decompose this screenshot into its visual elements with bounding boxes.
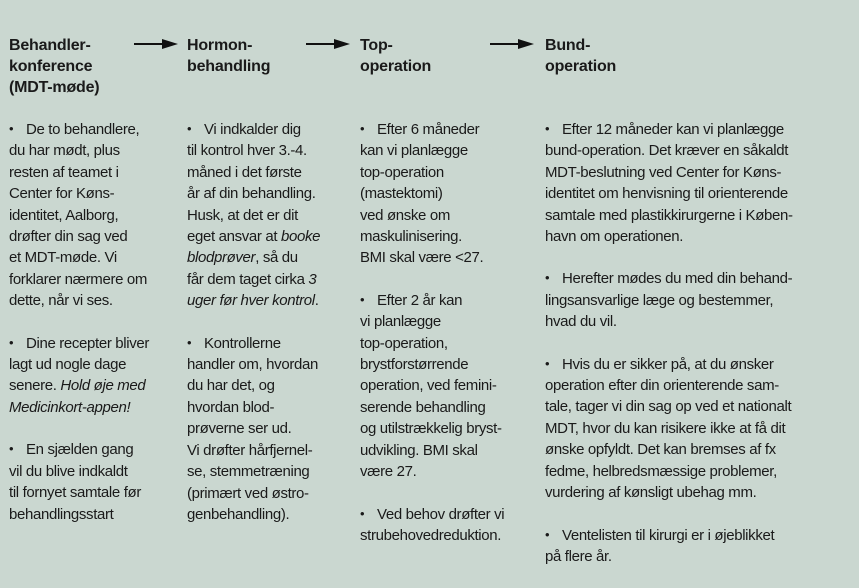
bullet-icon: • [545,270,550,286]
text-line [545,546,855,567]
text-segment: maskulinisering. [360,228,462,246]
text-line [360,397,530,418]
text-line [187,183,357,204]
text-segment: Hvis du er sikker på, at du ønsker [562,355,774,373]
text-segment: brystforstørrende [360,356,469,374]
emphasized-text: 3 [308,270,317,288]
text-line [360,461,530,482]
text-segment: top-operation, [360,334,448,352]
text-segment: et MDT-møde. Vi [9,249,117,267]
text-segment: BMI skal være <27. [360,249,484,267]
step-column-top-surgery [360,35,530,567]
text-segment: Vi indkalder dig [204,121,301,138]
emphasized-text: Medicinkort-appen! [9,398,131,416]
text-segment: top-operation [360,163,444,181]
text-line [545,396,855,417]
text-line [360,162,530,183]
text-line [187,140,357,161]
bullet-paragraph [187,119,357,312]
text-line [9,504,179,525]
text-segment: hvordan blod- [187,398,275,416]
text-line [9,119,179,140]
text-segment: Herefter mødes du med din behand- [562,270,793,288]
text-segment: Ventelisten til kirurgi er i øjeblikket [562,526,775,544]
text-line [187,119,357,140]
text-line [360,354,530,375]
text-segment: Center for Køns- [9,185,115,203]
text-line [545,268,855,289]
step-heading-line: behandling [187,58,271,75]
text-segment: forklarer nærmere om [9,270,148,288]
bullet-paragraph [9,439,179,525]
text-line [545,461,855,482]
text-line [360,290,530,311]
text-segment: år af din behandling. [187,185,316,203]
text-line [545,439,855,460]
step-column-hormone-treatment [187,35,357,546]
text-line [187,226,357,247]
text-line [187,440,357,461]
text-line [360,119,530,140]
text-line [9,205,179,226]
bullet-paragraph [360,290,530,483]
text-line [545,119,855,140]
text-segment: bund-operation. Det kræver en såkaldt [545,142,789,160]
text-segment: identitet, Aalborg, [9,206,119,224]
text-segment: vi planlægge [360,313,441,331]
step-heading [187,35,357,119]
text-segment: samtale med plastikkirurgerne i Køben- [545,206,793,224]
text-line [360,375,530,396]
step-column-bottom-surgery [545,35,855,588]
text-line [360,183,530,204]
emphasized-text: Hold øje med [60,377,146,395]
bullet-icon: • [360,291,365,307]
text-line [187,418,357,439]
step-heading-line: Top- [360,37,393,54]
text-segment: (mastektomi) [360,185,443,203]
text-line [187,205,357,226]
text-segment: prøverne ser ud. [187,420,292,438]
text-line [9,482,179,503]
text-line [9,461,179,482]
text-line [360,140,530,161]
bullet-icon: • [545,121,550,136]
emphasized-text: blodprøver [187,249,256,267]
bullet-icon: • [545,355,550,371]
text-segment: du har mødt, plus [9,142,120,160]
text-line [187,354,357,375]
step-heading-line: konference [9,58,93,75]
bullet-icon: • [360,121,365,136]
bullet-paragraph [545,354,855,504]
text-line [545,162,855,183]
text-segment: måned i det første [187,163,302,181]
text-segment: eget ansvar at [187,228,281,246]
bullet-icon: • [360,505,365,521]
text-segment: MDT, hvor du kan risikere ikke at få dit [545,419,786,437]
text-line [9,226,179,247]
text-segment: vil du blive indkaldt [9,462,128,480]
text-segment: Efter 2 år kan [377,291,463,309]
text-line [360,226,530,247]
text-line [187,504,357,525]
text-line [9,140,179,161]
text-line [9,269,179,290]
text-segment: operation efter din orienterende sam- [545,377,779,395]
text-line [360,525,530,546]
text-line [9,354,179,375]
step-heading [545,35,855,119]
text-segment: , så du [255,249,298,267]
text-segment: se, stemmetræning [187,463,310,481]
text-segment: behandlingsstart [9,505,114,523]
bullet-paragraph [9,119,179,312]
text-line [187,290,357,311]
text-line [187,483,357,504]
text-line [360,311,530,332]
text-line [545,183,855,204]
bullet-paragraph [360,504,530,547]
text-segment: på flere år. [545,547,612,565]
text-segment: genbehandling). [187,505,290,523]
bullet-paragraph [360,119,530,269]
text-line [545,226,855,247]
text-segment: Vi drøfter hårfjernel- [187,441,313,459]
text-segment: ønske opfyldt. Det kan bremses af fx [545,441,776,459]
step-heading-line: operation [545,58,617,75]
text-segment: senere. [9,377,61,395]
text-line [360,440,530,461]
text-segment: Efter 6 måneder [377,121,480,138]
bullet-paragraph [545,268,855,332]
text-line [545,375,855,396]
step-column-mdt-conference [9,35,179,546]
text-segment: ved ønske om [360,206,451,224]
text-line [9,333,179,354]
text-segment: strubehovedreduktion. [360,526,502,544]
text-line [545,311,855,332]
text-segment: dette, når vi ses. [9,292,113,310]
text-segment: til fornyet samtale før [9,484,141,502]
text-segment: operation, ved femini- [360,377,497,395]
text-line [9,375,179,396]
text-segment: Kontrollerne [204,334,281,352]
text-line [9,247,179,268]
bullet-icon: • [187,121,192,136]
text-segment: kan vi planlægge [360,142,468,160]
text-segment: være 27. [360,463,417,481]
text-segment: identitet om henvisning til orienterende [545,185,788,203]
bullet-paragraph [187,333,357,526]
text-segment: hvad du vil. [545,313,617,331]
bullet-icon: • [187,334,192,350]
step-heading [360,35,530,119]
text-segment: (primært ved østro- [187,484,309,502]
text-line [360,247,530,268]
emphasized-text: booke [280,228,321,246]
text-line [9,439,179,460]
text-line [545,354,855,375]
text-line [545,482,855,503]
text-line [545,205,855,226]
text-segment: vurdering af kønsligt ubehag mm. [545,484,757,502]
text-line [187,162,357,183]
step-heading-line: Behandler- [9,37,91,54]
text-segment: havn om operationen. [545,228,684,246]
text-line [187,397,357,418]
bullet-paragraph [545,119,855,247]
text-segment: udvikling. BMI skal [360,441,478,459]
text-line [360,333,530,354]
step-heading-line: (MDT-møde) [9,79,100,96]
text-segment: MDT-beslutning ved Center for Køns- [545,163,782,181]
step-heading-line: operation [360,58,432,75]
text-segment: handler om, hvordan [187,356,318,374]
text-segment: fedme, helbredsmæssige problemer, [545,462,777,480]
text-line [9,397,179,418]
text-line [9,183,179,204]
step-heading [9,35,179,119]
text-line [187,461,357,482]
bullet-paragraph [9,333,179,419]
text-segment: til kontrol hver 3.-4. [187,142,307,160]
bullet-icon: • [9,441,14,457]
text-segment: serende behandling [360,398,486,416]
text-segment: resten af teamet i [9,163,119,181]
step-heading-line: Hormon- [187,37,253,54]
bullet-paragraph [545,525,855,568]
text-segment: Husk, at det er dit [187,206,298,224]
text-segment: og utilstrækkelig bryst- [360,420,502,438]
text-line [187,333,357,354]
text-segment: tale, tager vi din sag op ved et nationalt [545,398,792,416]
bullet-icon: • [9,121,14,136]
text-line [9,162,179,183]
text-line [360,205,530,226]
text-line [187,375,357,396]
text-segment: De to behandlere, [26,121,140,138]
text-line [360,504,530,525]
text-line [545,290,855,311]
text-line [9,290,179,311]
text-segment: Ved behov drøfter vi [377,505,505,523]
text-segment: En sjælden gang [26,441,134,459]
bullet-icon: • [545,526,550,542]
text-segment: Dine recepter bliver [26,334,150,352]
step-heading-line: Bund- [545,37,591,54]
text-line [545,525,855,546]
text-segment: . [314,292,319,310]
text-line [545,140,855,161]
emphasized-text: uger før hver kontrol [187,292,315,310]
text-line [187,269,357,290]
bullet-icon: • [9,334,14,350]
text-segment: lagt ud nogle dage [9,356,127,374]
text-line [360,418,530,439]
text-segment: får dem taget cirka [187,270,309,288]
text-line [545,418,855,439]
text-segment: lingsansvarlige læge og bestemmer, [545,291,774,309]
text-segment: Efter 12 måneder kan vi planlægge [562,121,784,138]
text-line [187,247,357,268]
text-segment: drøfter din sag ved [9,228,128,246]
text-segment: du har det, og [187,377,275,395]
